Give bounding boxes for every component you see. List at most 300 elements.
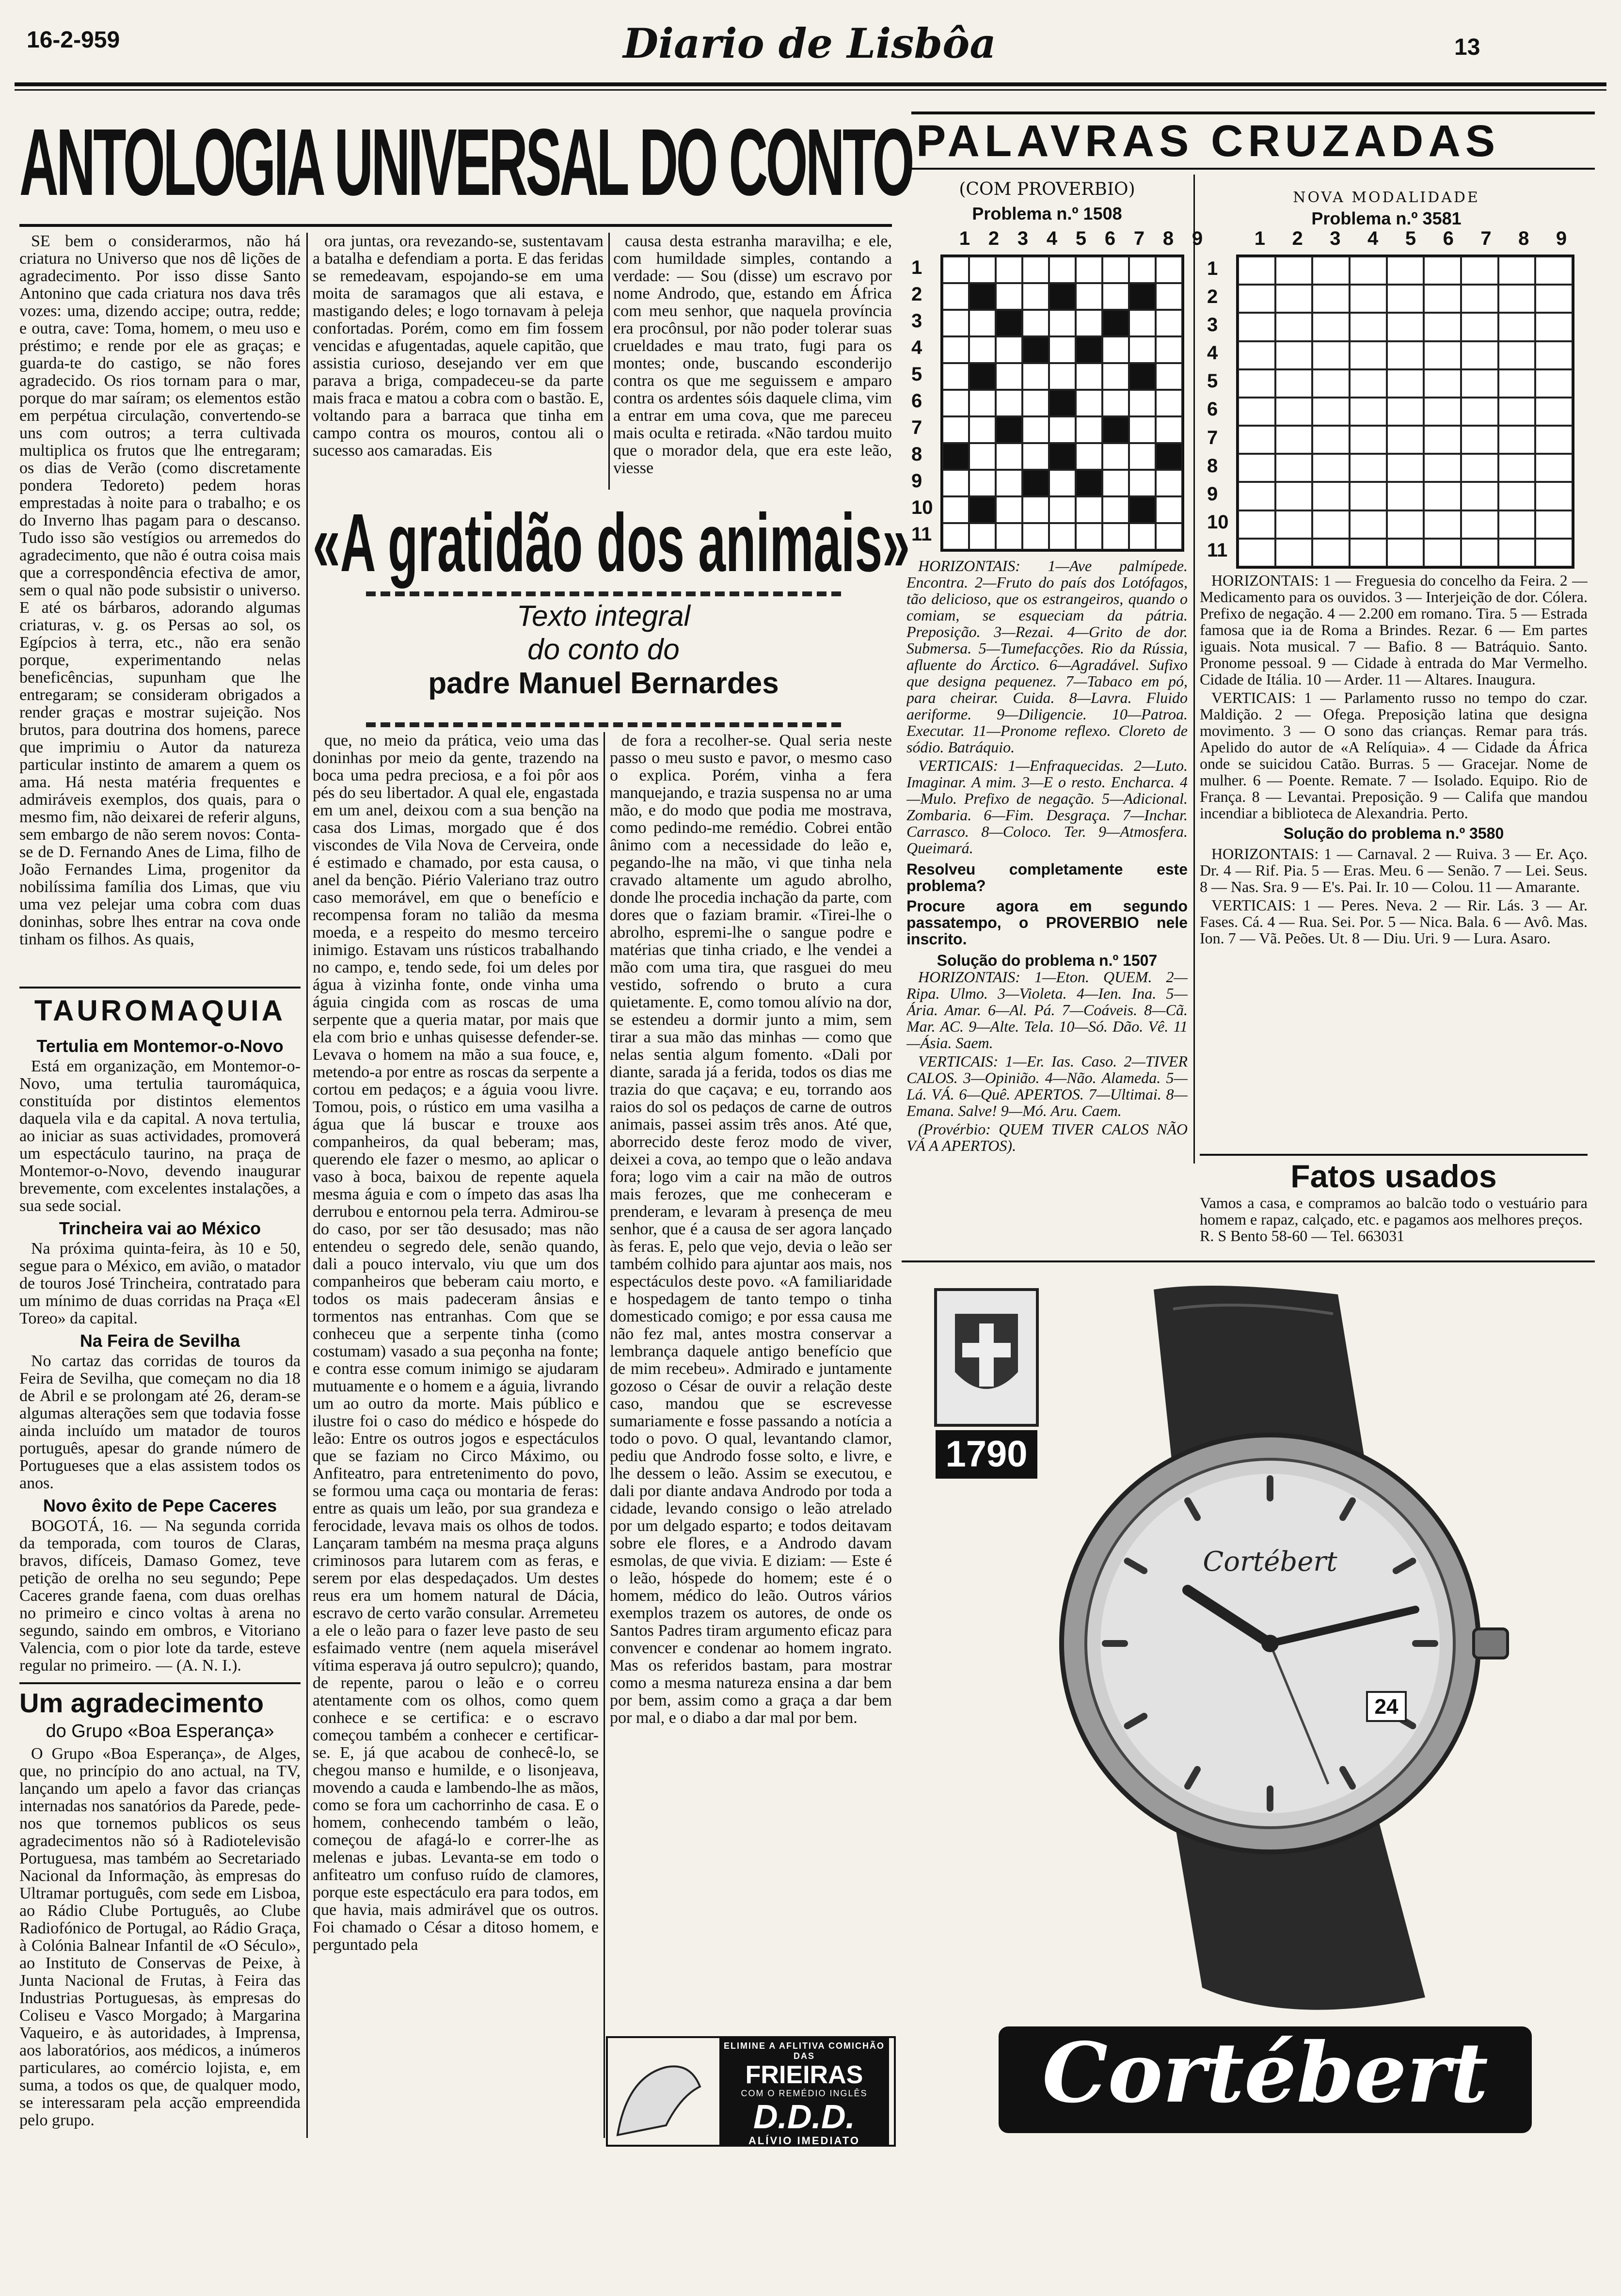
crossword-right-label: NOVA MODALIDADE [1293, 189, 1480, 206]
crossword-cell[interactable] [1424, 539, 1461, 567]
crossword-cell[interactable] [1129, 470, 1156, 496]
grid-number: 2 [988, 228, 1000, 249]
crossword-cell[interactable] [1350, 398, 1387, 426]
grid-number: 10 [911, 497, 933, 518]
grid-number: 4 [1046, 228, 1058, 249]
crossword-cell[interactable] [1022, 283, 1049, 310]
crossword-cell[interactable] [1275, 285, 1313, 313]
grid-number: 9 [1192, 228, 1203, 249]
crossword-solution-title: Solução do problema n.º 1507 [937, 952, 1158, 969]
crossword-cell[interactable] [1238, 398, 1275, 426]
crossword-cell[interactable] [969, 416, 996, 443]
crossword-cell[interactable] [1156, 256, 1182, 283]
crossword-cell[interactable] [1238, 510, 1275, 539]
story-column-2 [313, 233, 604, 494]
ddd-ad [606, 2036, 896, 2147]
crossword-cell[interactable] [1312, 341, 1350, 369]
crossword-left-problem: Problema n.º 1508 [972, 204, 1122, 223]
story-title: «A gratidão dos animais» [313, 497, 910, 589]
crossword-cell[interactable] [1387, 398, 1424, 426]
crossword-cell[interactable] [1275, 313, 1313, 341]
crossword-cell[interactable] [1312, 482, 1350, 510]
crossword-cell[interactable] [1387, 313, 1424, 341]
crossword-cell[interactable] [969, 390, 996, 416]
crossword-cell[interactable] [1076, 523, 1102, 550]
crossword-procure: Procure agora em segundo passatempo, o PROVERBIO nele inscrito. [906, 897, 1188, 948]
crossword-cell[interactable] [1275, 539, 1313, 567]
crossword-cell[interactable] [1387, 454, 1424, 482]
crossword-cell[interactable] [969, 443, 996, 470]
crossword-cell[interactable] [996, 443, 1022, 470]
crossword-cell[interactable] [942, 470, 969, 496]
crossword-cell[interactable] [1049, 336, 1076, 363]
crossword-cell[interactable] [1350, 482, 1387, 510]
crossword-cell[interactable] [1275, 454, 1313, 482]
crossword-cell[interactable] [1156, 283, 1182, 310]
column-divider [604, 732, 605, 2138]
solution-horizontal: HORIZONTAIS: 1—Eton. QUEM. 2—Ripa. Ulmo. 3—Violeta. 4—Ien. Ina. 5—Ária. Amar. 6—Al. Pá. 7—Coáveis. 8—Cã. Mar. AC. 9—Alte. Tela. 10—Só. Dão. Vê. 11—Ásia. Saem. [906, 968, 1188, 1052]
crossword-cell[interactable] [1275, 398, 1313, 426]
crossword-cell[interactable] [1424, 398, 1461, 426]
watch-year: 1790 [945, 1434, 1028, 1475]
crossword-cell[interactable] [1129, 390, 1156, 416]
right-row-numbers [1207, 255, 1234, 565]
crossword-cell[interactable] [1461, 341, 1498, 369]
tauromaquia-heading-1: Tertulia em Montemor-o-Novo [36, 1036, 284, 1056]
crossword-cell[interactable] [1102, 470, 1129, 496]
crossword-cell[interactable] [942, 310, 969, 336]
grid-number: 5 [1075, 228, 1087, 249]
crossword-cell[interactable] [1275, 426, 1313, 454]
crossword-cell[interactable] [1076, 416, 1102, 443]
crossword-cell[interactable] [1049, 363, 1076, 390]
crossword-cell[interactable] [1424, 510, 1461, 539]
crossword-cell[interactable] [1312, 539, 1350, 567]
crossword-cell[interactable] [1350, 454, 1387, 482]
crossword-cell[interactable] [1076, 336, 1102, 363]
subtitle-line-1: Texto integral [516, 600, 690, 632]
left-clues-vertical: VERTICAIS: 1—Enfraquecidas. 2—Luto. Imaginar. A mim. 3—E o resto. Encharca. 4—Mulo. Prefixo de negação. 5—Adicional. Zombaria. 6—Fim. Desgraça. 7—Inchar. Carrasco. 8—Coloco. Ter. 9—Atmosfera. Queimará. [906, 757, 1188, 857]
crossword-left-grid[interactable] [940, 255, 1184, 552]
crossword-cell[interactable] [1498, 369, 1536, 398]
story-text: ora juntas, ora revezando-se, sustentavam a batalha e defendiam a porta. E das feridas se remedeavam, espojando-se em uma moita de saramagos que ali estava, e mastigando deles; e logo tornavam à peleja confortadas. Porém, como em fim fossem vencidas e afugentadas, aquele capitão, que assistia curioso, desejando ver em que parava a briga, compadeceu-se da parte mais fraca e matou a cobra com o bastão. E, voltando para a barraca que tinha em campo contra os mouros, contou ali o sucesso aos camaradas. Eis [313, 233, 604, 460]
grid-number: 5 [1405, 228, 1416, 249]
crossword-cell[interactable] [1238, 426, 1275, 454]
agradecimento-body [19, 1745, 301, 2143]
crossword-cell[interactable] [1049, 256, 1076, 283]
crossword-cell[interactable] [996, 390, 1022, 416]
crossword-cell[interactable] [996, 256, 1022, 283]
crossword-cell[interactable] [1102, 336, 1129, 363]
crossword-cell[interactable] [1424, 256, 1461, 285]
grid-number: 9 [911, 470, 922, 492]
crossword-cell[interactable] [1498, 285, 1536, 313]
crossword-cell[interactable] [1498, 256, 1536, 285]
crossword-cell[interactable] [1387, 539, 1424, 567]
crossword-cell[interactable] [1238, 369, 1275, 398]
crossword-cell[interactable] [1049, 523, 1076, 550]
watch-dial-brand: Cortébert [1203, 1546, 1337, 1578]
tauromaquia-text-1: Está em organização, em Montemor-o-Novo, uma tertulia tauromáquica, constituída por distintos elementos daquela vila e da capital. A nova tertulia, ao iniciar as suas actividades, promoverá um espectáculo taurino, na praça de Montemor-o-Novo, devendo inaugurar brevemente, com excelentes instalações, a sua sede social. [19, 1057, 301, 1215]
crossword-cell[interactable] [1461, 369, 1498, 398]
grid-number: 6 [1443, 228, 1454, 249]
agradecimento-subtitle: do Grupo «Boa Esperança» [46, 1721, 274, 1741]
crossword-cell[interactable] [996, 496, 1022, 523]
crossword-cell[interactable] [1102, 310, 1129, 336]
crossword-right-grid[interactable] [1236, 255, 1574, 569]
crossword-cell[interactable] [1312, 369, 1350, 398]
crossword-cell[interactable] [1350, 256, 1387, 285]
crossword-cell[interactable] [1102, 496, 1129, 523]
grid-number: 1 [1254, 228, 1265, 249]
crossword-cell[interactable] [1076, 443, 1102, 470]
crossword-cell[interactable] [1312, 454, 1350, 482]
crossword-cell[interactable] [996, 363, 1022, 390]
crossword-cell[interactable] [1387, 341, 1424, 369]
crossword-cell[interactable] [969, 470, 996, 496]
cortebert-ad [902, 1270, 1590, 2143]
crossword-cell[interactable] [1238, 341, 1275, 369]
subtitle-line-2: do conto do [527, 633, 680, 666]
crossword-cell[interactable] [1076, 283, 1102, 310]
subtitle-line-3: padre Manuel Bernardes [428, 667, 779, 700]
crossword-cell[interactable] [1102, 390, 1129, 416]
crossword-title-box [911, 112, 1595, 170]
crossword-cell[interactable] [1461, 313, 1498, 341]
crossword-cell[interactable] [1238, 482, 1275, 510]
crossword-cell[interactable] [969, 310, 996, 336]
right-solution-vertical: VERTICAIS: 1 — Peres. Neva. 2 — Rir. Lás. 3 — Ar. Fases. Cá. 4 — Rua. Sei. Por. 5 — Nica. Bala. 6 — Avô. Mas. Ion. 7 — Vã. Peões. Ut. 8 — Diu. Uri. 9 — Lura. Asaro. [1200, 896, 1588, 947]
crossword-cell[interactable] [1102, 256, 1129, 283]
masthead-rule [15, 82, 1606, 86]
tauromaquia-title: TAUROMAQUIA [34, 994, 286, 1027]
crossword-cell[interactable] [1049, 470, 1076, 496]
crossword-cell[interactable] [1461, 285, 1498, 313]
crossword-cell[interactable] [1498, 398, 1536, 426]
tauromaquia-heading-2: Trincheira vai ao México [59, 1218, 261, 1238]
ddd-line-3: ALÍVIO IMEDIATO [748, 2135, 860, 2147]
crossword-cell[interactable] [1387, 369, 1424, 398]
page-number: 13 [1454, 34, 1480, 60]
crossword-cell[interactable] [1312, 313, 1350, 341]
newspaper-title: Diario de Lisbôa [623, 19, 996, 67]
crossword-cell[interactable] [1022, 390, 1049, 416]
crossword-cell[interactable] [1156, 470, 1182, 496]
ddd-main: FRIEIRAS [745, 2061, 863, 2089]
grid-number: 7 [1207, 427, 1218, 448]
crossword-cell[interactable] [942, 523, 969, 550]
crossword-cell[interactable] [1022, 523, 1049, 550]
crossword-cell[interactable] [1498, 454, 1536, 482]
crossword-cell[interactable] [1049, 310, 1076, 336]
crossword-cell[interactable] [942, 363, 969, 390]
crossword-cell[interactable] [996, 336, 1022, 363]
crossword-cell[interactable] [1129, 416, 1156, 443]
crossword-cell[interactable] [1312, 426, 1350, 454]
grid-number: 8 [1162, 228, 1174, 249]
tauromaquia-text-2: Na próxima quinta-feira, às 10 e 50, segue para o México, em avião, o matador de touros José Trincheira, contratado para um mínimo de duas corridas na Praça «El Toreo» da capital. [19, 1240, 301, 1327]
crossword-cell[interactable] [1461, 398, 1498, 426]
crossword-cell[interactable] [1350, 341, 1387, 369]
ddd-line-2: COM O REMÉDIO INGLÊS [741, 2089, 868, 2098]
grid-number: 8 [1207, 455, 1218, 477]
crossword-cell[interactable] [1498, 539, 1536, 567]
crossword-cell[interactable] [1424, 341, 1461, 369]
crossword-cell[interactable] [1156, 336, 1182, 363]
column-divider [306, 732, 308, 2138]
crossword-cell[interactable] [1498, 426, 1536, 454]
fatos-title: Fatos usados [1290, 1158, 1497, 1194]
story-column-3b [610, 732, 892, 2031]
agradecimento-text: O Grupo «Boa Esperança», de Alges, que, no princípio do ano actual, na TV, lançando um apelo a favor das crianças internadas nos sanatórios da Parede, pede-nos que tornemos publicos os seus agradecimentos não só à Radiotelevisão Portuguesa, mas também ao Secretariado Nacional da Informação, às empresas do Ultramar português, com sede em Lisboa, ao Rádio Clube Português, ao Clube Radiofónico de Portugal, ao Rádio Graça, à Colónia Balnear Infantil de «O Século», ao Instituto de Conservas de Peixe, à Junta Nacional de Frutas, à Feira das Industrias Portuguesas, às empresas do Coliseu e Vasco Morgado; à Margarina Vaqueiro, e às autoridades, à Imprensa, aos laboratórios, aos médicos, a inúmeros particulares, ao comércio lojista, e, em suma, a todos os que, de qualquer modo, se interessaram pela acção empreendida pelo grupo. [19, 1745, 301, 2129]
crossword-cell[interactable] [1461, 482, 1498, 510]
crossword-cell[interactable] [1275, 369, 1313, 398]
grid-number: 1 [911, 257, 922, 278]
left-clues-horizontal: HORIZONTAIS: 1—Ave palmípede. Encontra. 2—Fruto do país dos Lotófagos, tão delicioso, que os estrangeiros, quando o comiam, se esqueciam da pátria. Preposição. 3—Rezai. 4—Grito de dor. Submersa. 5—Tumefacções. Rio da Rússia, afluente do Árctico. 6—Agradável. Sufixo que designa pequenez. 7—Tabaco em pó, para cheirar. Cuida. 8—Lavra. Fluido aeriforme. 9—Diligencie. 10—Patroa. Executar. 11—Pronome reflexo. Cloreto de sódio. Batráquio. [906, 558, 1188, 756]
crossword-right-clues [1200, 572, 1588, 1144]
left-col-numbers [950, 228, 1212, 252]
crossword-cell[interactable] [1461, 539, 1498, 567]
crossword-cell[interactable] [1275, 256, 1313, 285]
crossword-cell[interactable] [1076, 470, 1102, 496]
ad-rule [902, 1260, 1595, 1262]
grid-number: 2 [1207, 286, 1218, 307]
story-text: SE bem o considerarmos, não há criatura no Universo que nos dê lições de agradecimento. Por isso disse Santo Antonino que cada criatura nos dava três vozes: uma, dizendo accipe; outra, redde; e outra, cave: Toma, homem, o meu uso e préstimo; e rende por ele as graças; e guarda-te do castigo, se não fores agradecido. Os rios tornam para o mar, porque do mar saíram; os elementos estão em perpétua circulação, convertendo-se uns com outros; a terra cultivada multiplica os frutos que lhe entregaram; os dias de Verão (como discretamente pondera Tedoreto) pedem horas emprestadas à noite para o trabalho; e os do Inverno lhas pagam para o descanso. Tudo isso são vestígios ou arremedos do agradecimento, que não é outra coisa mais que a correspondência efectiva de amor, sem o qual não pode subsistir o universo. E até os bárbaros, adorando algumas criaturas, v. g. os Persas ao sol, os Egípcios à terra, etc., não era senão porque, experimentando nelas beneficências, supunham que lhe entregaram; se consideram obrigados a render graças e mostrar sujeição. Nos brutos, para doutrina dos homens, parece que imprimiu o Autor da natureza particular instinto de amarem a quem os ama. Há nesta matéria frequentes e admiráveis exemplos, dos quais, para o mesmo fim, não deixarei de referir alguns, sem embargo de não serem novos: Conta-se de D. Fernando Anes de Lima, filho de João Fernandes Lima, progenitor da nobilíssima família dos Limas, que viu uma vez pelejar uma cobra com duas doninhas, sobre lhes entrar na cova onde tinham os filhos. As quais, [19, 233, 301, 948]
crossword-cell[interactable] [1076, 363, 1102, 390]
crossword-cell[interactable] [969, 256, 996, 283]
grid-number: 5 [911, 364, 922, 385]
crossword-cell[interactable] [1461, 426, 1498, 454]
ddd-line-1: ELIMINE A AFLITIVA COMICHÃO DAS [724, 2041, 885, 2061]
crossword-cell[interactable] [1387, 256, 1424, 285]
crossword-cell[interactable] [1156, 496, 1182, 523]
left-row-numbers [911, 255, 938, 548]
crossword-cell[interactable] [996, 310, 1022, 336]
crossword-left-label: (COM PROVERBIO) [959, 179, 1135, 199]
crossword-cell[interactable] [1350, 539, 1387, 567]
crossword-cell[interactable] [1312, 398, 1350, 426]
crossword-cell[interactable] [1424, 482, 1461, 510]
crossword-cell[interactable] [1129, 256, 1156, 283]
crossword-resolveu: Resolveu completamente este problema? [906, 861, 1188, 894]
crossword-cell[interactable] [1461, 256, 1498, 285]
crossword-cell[interactable] [1102, 443, 1129, 470]
crossword-cell[interactable] [1156, 363, 1182, 390]
crossword-cell[interactable] [1312, 256, 1350, 285]
crossword-cell[interactable] [1102, 416, 1129, 443]
crossword-cell[interactable] [1535, 539, 1573, 567]
crossword-cell[interactable] [1387, 426, 1424, 454]
crossword-cell[interactable] [1076, 310, 1102, 336]
crossword-cell[interactable] [1156, 443, 1182, 470]
crossword-cell[interactable] [1129, 523, 1156, 550]
grid-number: 3 [1207, 314, 1218, 335]
crossword-cell[interactable] [969, 283, 996, 310]
crossword-cell[interactable] [1129, 283, 1156, 310]
crossword-cell[interactable] [942, 416, 969, 443]
crossword-cell[interactable] [1049, 283, 1076, 310]
crossword-cell[interactable] [1022, 336, 1049, 363]
crossword-cell[interactable] [1156, 416, 1182, 443]
solution-vertical: VERTICAIS: 1—Er. Ias. Caso. 2—TIVER CALOS. 3—Opinião. 4—Não. Alameda. 5—Lá. VÁ. 6—Quê. APERTOS. 7—Ultimai. 8—Emana. Salve! 9—Mó. Aru. Caem. [906, 1052, 1188, 1119]
crossword-cell[interactable] [942, 390, 969, 416]
grid-number: 8 [911, 444, 922, 465]
crossword-cell[interactable] [1129, 363, 1156, 390]
crossword-cell[interactable] [1022, 363, 1049, 390]
right-col-numbers [1241, 228, 1580, 252]
crossword-cell[interactable] [1129, 310, 1156, 336]
crossword-cell[interactable] [1461, 510, 1498, 539]
crossword-cell[interactable] [1535, 454, 1573, 482]
grid-number: 11 [911, 524, 932, 545]
grid-number: 1 [959, 228, 970, 249]
crossword-cell[interactable] [1156, 390, 1182, 416]
crossword-cell[interactable] [1076, 496, 1102, 523]
crossword-cell[interactable] [1350, 369, 1387, 398]
crossword-cell[interactable] [969, 523, 996, 550]
grid-number: 9 [1207, 483, 1218, 505]
crossword-cell[interactable] [1535, 341, 1573, 369]
crossword-cell[interactable] [1498, 510, 1536, 539]
crossword-cell[interactable] [1312, 510, 1350, 539]
crossword-cell[interactable] [1498, 313, 1536, 341]
crossword-cell[interactable] [969, 363, 996, 390]
fatos-text: Vamos a casa, e compramos ao balcão todo o vestuário para homem e rapaz, calçado, etc. e pagamos aos melhores preços. [1200, 1194, 1588, 1228]
crossword-cell[interactable] [1535, 256, 1573, 285]
tauromaquia-heading-4: Novo êxito de Pepe Caceres [43, 1496, 277, 1515]
grid-number: 1 [1207, 257, 1218, 279]
crossword-cell[interactable] [1049, 443, 1076, 470]
crossword-cell[interactable] [1498, 482, 1536, 510]
crossword-cell[interactable] [1022, 470, 1049, 496]
crossword-cell[interactable] [996, 416, 1022, 443]
grid-number: 2 [911, 284, 922, 305]
crossword-cell[interactable] [1424, 313, 1461, 341]
tauromaquia-heading-3: Na Feira de Sevilha [79, 1331, 240, 1351]
story-text: de fora a recolher-se. Qual seria neste passo o meu susto e pavor, o mesmo caso o explica. Porém, vinha a fera manquejando, e trazia suspensa no ar uma mão, e do modo que podia me mostrava, como pedindo-me remédio. Cobrei então ânimo com a necessidade do leão e, pegando-lhe na mão, vi que tinha nela cravado altamente um agudo abrolho, donde lhe procedia inchação da parte, com dores que o faziam bramir. «Tirei-lhe o abrolho, espremi-lhe o sangue podre e matérias que tinha criado, e lhe vendei a mão com uma tira, que rasguei do meu vestido, sofrendo o bruto a cura quietamente. E, como tomou alívio na dor, se estendeu a dormir junto a mim, sem tirar a sua mão das minhas — como que nelas sentia algum fomento. «Dali por diante, sarada já a ferida, todos os dias me trazia do que caçava; e eu, torrando aos raios do sol os pedaços de carne de outros animais, passei assim três anos. Até que, aborrecido deste feroz modo de viver, deixei a cova, ao tempo que o leão andava fora; logo vim a cair na mão de outros mais ferozes, que me conheceram e prenderam, e levaram à presença de meu senhor, que é a causa de ser agora lançado às feras. E, pelo que vejo, devia o leão ser também colhido para ajuntar aos mais, nos espectáculos deste povo. «A familiaridade e hospedagem de tanto tempo o tinha domesticado comigo; e por essa causa me não fez mal, antes mostra conservar a lembrança daquele antigo benefício que de mim recebeu». Admirado e juntamente gozoso o César de ouvir a relação deste caso, mandou que se escrevesse sumariamente e fosse passando a notícia a todo o povo. O qual, levantando clamor, pediu que Androdo fosse solto, e livre, e lhe dessem o leão. Assim se executou, e dali por diante andava Androdo por toda a cidade, levando consigo o leão atrelado por um delgado esparto; e todos deitavam sobre ele flores, e a Androdo davam esmolas, de que vivia. E diziam: — Este é o leão, hóspede do homem; este é o homem, médico do leão. Outros vários exemplos trazem os autores, de onde os Santos Padres tiram argumento eficaz para convencer e condenar ao homem ingrato. Mas os referidos bastam, para mostrar como a mesma natureza ensina a dar bem por bem, assim como a graça a dar bem por mal, e o diabo a dar mal por bem. [610, 732, 892, 1727]
crossword-cell[interactable] [1424, 454, 1461, 482]
crossword-cell[interactable] [942, 496, 969, 523]
solution-proverbio: (Provérbio: QUEM TIVER CALOS NÃO VÁ A APERTOS). [906, 1120, 1188, 1154]
crossword-divider [1193, 175, 1195, 1164]
tauromaquia-text-4: BOGOTÁ, 16. — Na segunda corrida da temporada, com touros de Claras, bravos, difíceis, Damaso Gomez, teve petição de orelha no seu segundo; Pepe Caceres grande faena, com duas orelhas no primeiro e cinco voltas à arena no segundo, saindo em ombros, e Vitoriano Valencia, com o pior lote da tarde, esteve regular no primeiro. — (A. N. I.). [19, 1517, 301, 1674]
crossword-cell[interactable] [1350, 510, 1387, 539]
grid-number: 9 [1556, 228, 1567, 249]
crossword-cell[interactable] [1022, 443, 1049, 470]
crossword-cell[interactable] [1129, 336, 1156, 363]
crossword-cell[interactable] [942, 256, 969, 283]
crossword-cell[interactable] [1424, 426, 1461, 454]
crossword-cell[interactable] [1275, 510, 1313, 539]
crossword-cell[interactable] [969, 496, 996, 523]
crossword-cell[interactable] [1275, 341, 1313, 369]
grid-number: 6 [1207, 399, 1218, 420]
crossword-cell[interactable] [1535, 426, 1573, 454]
crossword-cell[interactable] [1238, 454, 1275, 482]
crossword-cell[interactable] [996, 283, 1022, 310]
crossword-cell[interactable] [1049, 496, 1076, 523]
headline-rule [19, 224, 892, 227]
crossword-cell[interactable] [1424, 369, 1461, 398]
crossword-cell[interactable] [1049, 416, 1076, 443]
section-rule [19, 987, 301, 989]
crossword-cell[interactable] [1049, 390, 1076, 416]
crossword-cell[interactable] [1076, 390, 1102, 416]
crossword-cell[interactable] [1238, 313, 1275, 341]
crossword-cell[interactable] [1535, 398, 1573, 426]
crossword-cell[interactable] [996, 523, 1022, 550]
crossword-title: PALAVRAS CRUZADAS [916, 116, 1500, 166]
crossword-cell[interactable] [1102, 523, 1129, 550]
grid-number: 3 [1330, 228, 1341, 249]
crossword-cell[interactable] [969, 336, 996, 363]
grid-number: 3 [911, 310, 922, 332]
crossword-cell[interactable] [1387, 510, 1424, 539]
right-solution-title: Solução do problema n.º 3580 [1283, 825, 1504, 842]
crossword-cell[interactable] [1238, 539, 1275, 567]
crossword-cell[interactable] [1129, 443, 1156, 470]
crossword-cell[interactable] [942, 283, 969, 310]
crossword-cell[interactable] [1076, 256, 1102, 283]
crossword-cell[interactable] [1156, 310, 1182, 336]
crossword-cell[interactable] [1238, 285, 1275, 313]
crossword-cell[interactable] [1535, 369, 1573, 398]
crossword-cell[interactable] [1022, 256, 1049, 283]
grid-number: 5 [1207, 370, 1218, 392]
crossword-cell[interactable] [1238, 256, 1275, 285]
hand-illustration [608, 2038, 715, 2145]
crossword-cell[interactable] [1102, 283, 1129, 310]
crossword-cell[interactable] [1387, 285, 1424, 313]
crossword-cell[interactable] [1535, 313, 1573, 341]
story-column-3 [613, 233, 892, 494]
grid-number: 4 [1207, 342, 1218, 364]
crossword-cell[interactable] [1129, 496, 1156, 523]
crossword-right-problem: Problema n.º 3581 [1311, 208, 1462, 228]
crossword-cell[interactable] [942, 336, 969, 363]
crossword-cell[interactable] [1350, 285, 1387, 313]
story-column-2b [313, 732, 599, 2143]
fatos-usados-ad [1200, 1154, 1588, 1253]
crossword-cell[interactable] [1156, 523, 1182, 550]
crossword-cell[interactable] [942, 443, 969, 470]
crossword-cell[interactable] [1535, 285, 1573, 313]
crossword-cell[interactable] [1387, 482, 1424, 510]
grid-number: 6 [911, 390, 922, 412]
cortebert-watch-illustration [902, 1270, 1590, 2143]
crossword-cell[interactable] [1461, 454, 1498, 482]
crossword-cell[interactable] [1535, 510, 1573, 539]
story-column-1 [19, 233, 301, 979]
crossword-cell[interactable] [1350, 313, 1387, 341]
crossword-cell[interactable] [1022, 310, 1049, 336]
grid-number: 11 [1207, 540, 1228, 561]
crossword-cell[interactable] [1275, 482, 1313, 510]
anthology-headline: ANTOLOGIA UNIVERSAL DO CONTO [19, 109, 913, 215]
crossword-cell[interactable] [1498, 341, 1536, 369]
crossword-cell[interactable] [1535, 482, 1573, 510]
crossword-cell[interactable] [1312, 285, 1350, 313]
crossword-cell[interactable] [1424, 285, 1461, 313]
crossword-cell[interactable] [996, 470, 1022, 496]
crossword-cell[interactable] [1022, 496, 1049, 523]
masthead-rule-thin [15, 89, 1606, 91]
crossword-cell[interactable] [1022, 416, 1049, 443]
column-divider [608, 233, 610, 490]
agradecimento-title: Um agradecimento [19, 1688, 264, 1718]
crossword-cell[interactable] [1102, 363, 1129, 390]
crossword-cell[interactable] [1350, 426, 1387, 454]
